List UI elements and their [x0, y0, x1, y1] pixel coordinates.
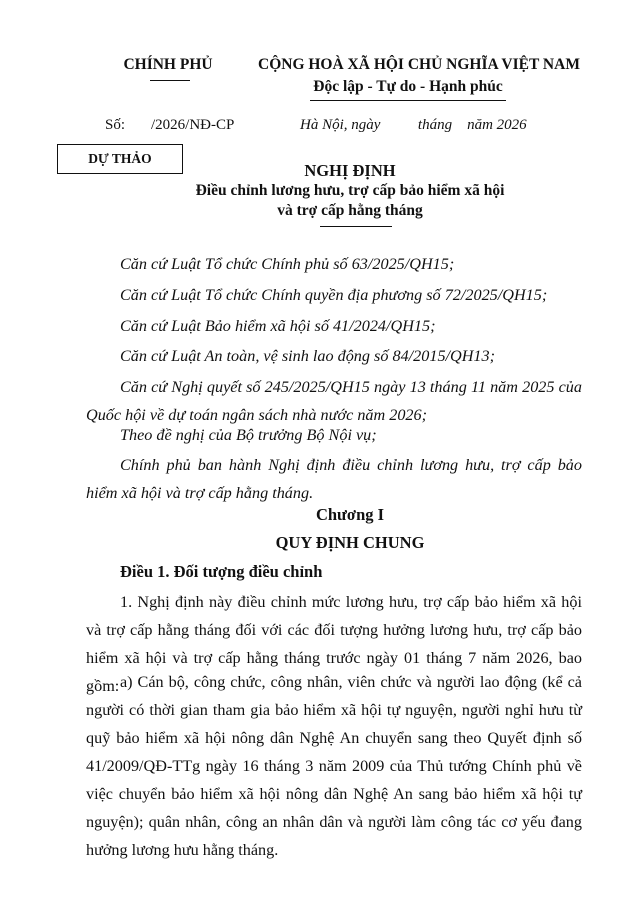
article-point-a: a) Cán bộ, công chức, công nhân, viên chức và người lao động (kể cả người có thời gian tham gia bảo hiểm xã hội tự nguyện, người nghỉ hưu từ quỹ bảo hiểm xã hội nông dân Nghệ An chuyển sang theo Quyết định số 41/2009/QĐ-TTg ngày 16 tháng 3 năm 2009 của Thủ tướng Chính phủ về việc chuyển bảo hiểm xã hội nông dân Nghệ An sang bảo hiểm xã hội tự nguyện); quân nhân, công an nhân dân và người làm công tác cơ yếu đang hưởng lương hưu hằng tháng.	[86, 673, 582, 859]
legal-basis-4: Căn cứ Luật An toàn, vệ sinh lao động số 84/2015/QH13;	[120, 347, 495, 365]
document-number	[105, 117, 234, 134]
issuer-underline	[150, 80, 190, 81]
title-underline	[320, 226, 392, 227]
national-motto: Độc lập - Tự do - Hạnh phúc	[313, 78, 503, 95]
draft-label: DỰ THẢO	[88, 151, 152, 166]
chapter-number: Chương I	[315, 505, 385, 524]
place-and-date: Hà Nội, ngày tháng năm 2026	[300, 117, 527, 133]
legal-basis-2: Căn cứ Luật Tổ chức Chính quyền địa phương số 72/2025/QH15;	[120, 286, 548, 304]
legal-basis-3: Căn cứ Luật Bảo hiểm xã hội số 41/2024/QH15;	[120, 317, 436, 335]
motto-underline	[310, 100, 506, 101]
document-type: NGHỊ ĐỊNH	[304, 161, 396, 180]
document-number-value: /2026/NĐ-CP	[151, 117, 235, 133]
issuer-name: CHÍNH PHỦ	[123, 56, 213, 73]
legal-basis-5: Căn cứ Nghị quyết số 245/2025/QH15 ngày 13 tháng 11 năm 2025 của Quốc hội về dự toán ngân sách nhà nước năm 2026;	[86, 378, 582, 424]
document-subject-line-2: và trợ cấp hằng tháng	[277, 202, 423, 219]
article-heading: Điều 1. Đối tượng điều chỉnh	[120, 562, 323, 581]
enactment-statement: Chính phủ ban hành Nghị định điều chỉnh lương hưu, trợ cấp bảo hiểm xã hội và trợ cấp hằng tháng.	[86, 456, 582, 502]
document-subject-line-1: Điều chỉnh lương hưu, trợ cấp bảo hiểm xã hội	[195, 182, 505, 199]
chapter-title: QUY ĐỊNH CHUNG	[275, 533, 425, 552]
legal-basis-1: Căn cứ Luật Tổ chức Chính phủ số 63/2025/QH15;	[120, 255, 455, 273]
nation-name: CỘNG HOÀ XÃ HỘI CHỦ NGHĨA VIỆT NAM	[258, 56, 580, 73]
article-clause-1: 1. Nghị định này điều chỉnh mức lương hưu, trợ cấp bảo hiểm xã hội và trợ cấp hằng tháng đối với các đối tượng hưởng lương hưu, trợ cấp bảo hiểm xã hội và trợ cấp hằng tháng trước ngày 01 tháng 7 năm 2026, bao gồm:	[86, 593, 582, 695]
proposal-basis: Theo đề nghị của Bộ trưởng Bộ Nội vụ;	[120, 426, 377, 444]
document-number-label: Số:	[105, 117, 126, 133]
